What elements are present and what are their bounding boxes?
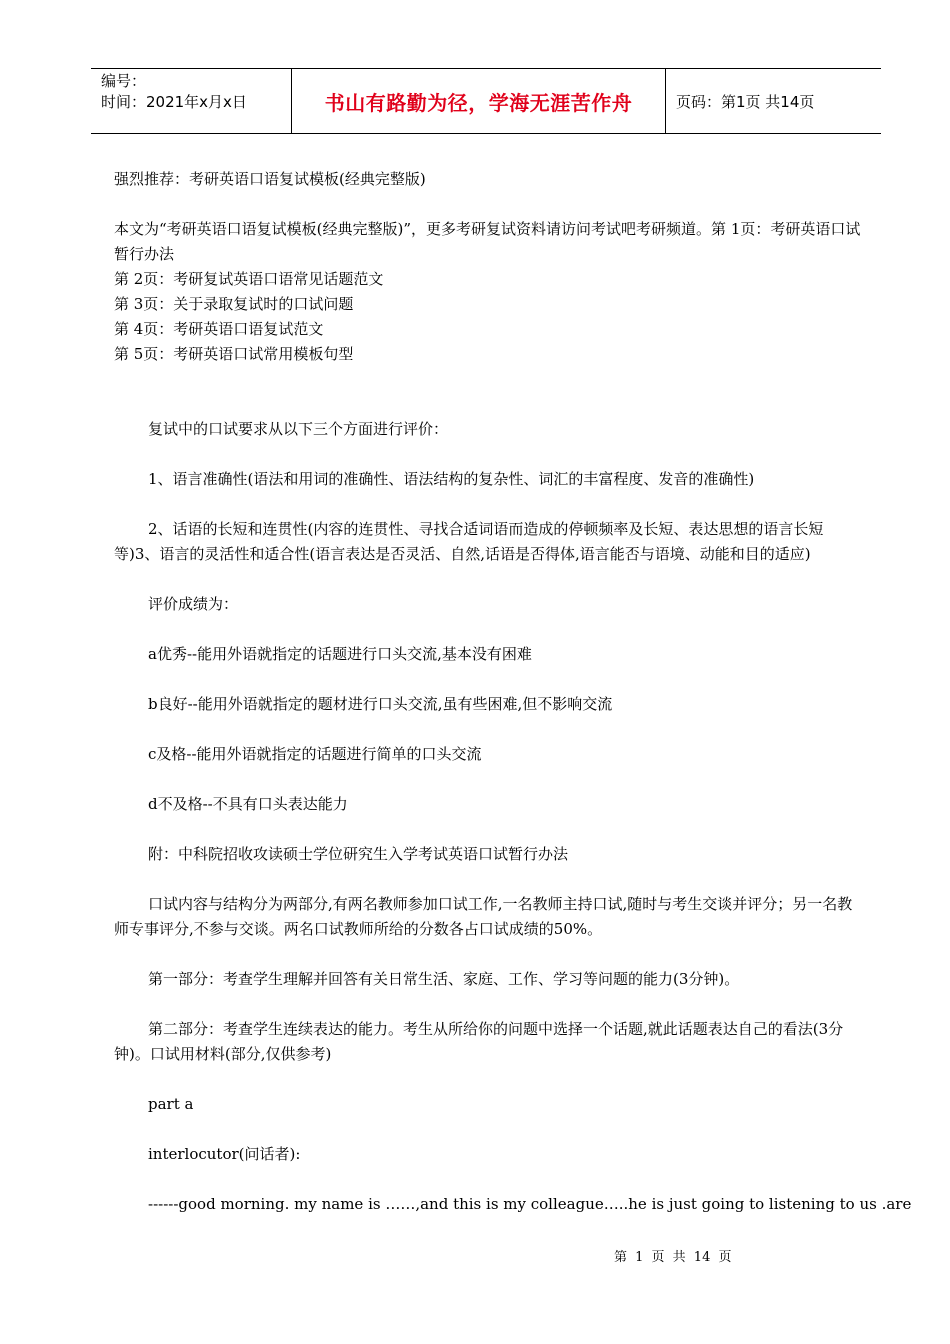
header-meta-cell	[91, 69, 292, 133]
part-one: 第一部分：考查学生理解并回答有关日常生活、家庭、工作、学习等问题的能力(3分钟)。	[148, 970, 740, 988]
criteria-2-3: 2、话语的长短和连贯性(内容的连贯性、寻找合适词语而造成的停顿频率及长短、表达思想的语言长短等)3、语言的灵活性和适合性(语言表达是否灵活、自然,话语是否得体,语言能否与语境、动能和目的适应)	[114, 520, 824, 563]
dialogue-line: ------good morning. my name is ……,and this is my colleague…..he is just going to listening to us .are	[148, 1195, 912, 1213]
eval-intro: 复试中的口试要求从以下三个方面进行评价：	[148, 420, 449, 438]
page-footer: 第 1 页 共 14 页	[614, 1250, 732, 1265]
grade-c: c及格--能用外语就指定的话题进行简单的口头交流	[148, 745, 482, 763]
document-body	[114, 167, 912, 1217]
header-page-cell	[666, 69, 881, 133]
page-info: 页码：第1页 共14页	[676, 92, 815, 111]
toc-item: 第 2页：考研复试英语口语常见话题范文	[114, 270, 384, 288]
appendix-title: 附：中科院招收攻读硕士学位研究生入学考试英语口试暂行办法	[148, 845, 569, 863]
part-a-label: part a	[148, 1095, 194, 1113]
intro-paragraph: 本文为“考研英语口语复试模板(经典完整版)”，更多考研复试资料请访问考试吧考研频道。第 1页：考研英语口试暂行办法	[114, 220, 861, 263]
part-two: 第二部分：考查学生连续表达的能力。考生从所给你的问题中选择一个话题,就此话题表达自己的看法(3分钟)。口试用材料(部分,仅供参考)	[114, 1020, 844, 1063]
interlocutor-label: interlocutor(问话者):	[148, 1145, 301, 1163]
number-label: 编号：	[101, 72, 147, 90]
time-label: 时间：2021年x月x日	[101, 93, 247, 111]
recommend-line: 强烈推荐：考研英语口语复试模板(经典完整版)	[114, 170, 426, 188]
structure-paragraph: 口试内容与结构分为两部分,有两名教师参加口试工作,一名教师主持口试,随时与考生交谈并评分；另一名教师专事评分,不参与交谈。两名口试教师所给的分数各占口试成绩的50%。	[114, 895, 853, 938]
header-motto-cell	[292, 69, 666, 133]
toc-item: 第 4页：考研英语口语复试范文	[114, 320, 324, 338]
grade-d: d不及格--不具有口头表达能力	[148, 795, 348, 813]
grade-b: b良好--能用外语就指定的题材进行口头交流,虽有些困难,但不影响交流	[148, 695, 613, 713]
document-header	[91, 68, 881, 134]
motto-text: 书山有路勤为径，学海无涯苦作舟	[324, 90, 633, 115]
toc-item: 第 3页：关于录取复试时的口试问题	[114, 295, 354, 313]
criteria-1: 1、语言准确性(语法和用词的准确性、语法结构的复杂性、词汇的丰富程度、发音的准确性)	[148, 470, 755, 488]
grade-a: a优秀--能用外语就指定的话题进行口头交流,基本没有困难	[148, 645, 532, 663]
grades-title: 评价成绩为：	[148, 595, 239, 613]
toc-item: 第 5页：考研英语口试常用模板句型	[114, 345, 354, 363]
